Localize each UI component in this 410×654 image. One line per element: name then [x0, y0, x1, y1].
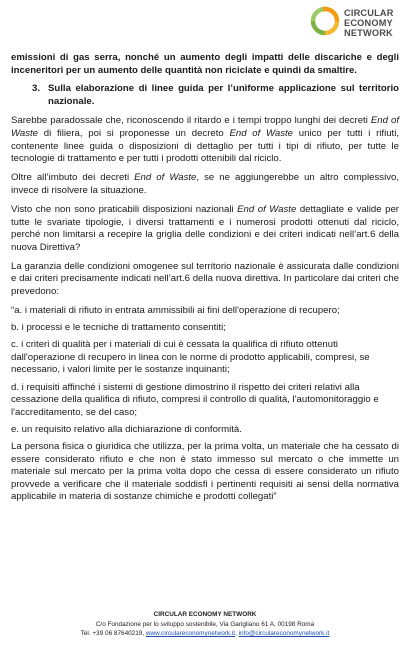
paragraph-1	[11, 115, 399, 165]
footer-separator: ,	[235, 630, 239, 638]
list-item: c. i criteri di qualità per i materiali di cui è cessata la qualifica di rifiuto ottenuti dall'operazione di recupero in linea con le norme di prodotto applicabili, compresi, se necessario, i valori limite per le sostanze inquinanti;	[11, 339, 370, 376]
criteria-list	[11, 305, 399, 436]
document-body	[11, 52, 399, 510]
logo-line-1: CIRCULAR	[344, 8, 394, 18]
email-link[interactable]: info@circulareconomynetwork.it	[238, 630, 330, 638]
footer	[0, 610, 410, 639]
logo-line-2: ECONOMY	[344, 18, 393, 28]
p2-emphasis-b: End of Waste	[134, 172, 197, 184]
list-item: “a. i materiali di rifiuto in entrata ammissibili ai fini dell'operazione di recupero;	[11, 305, 340, 317]
p2-text-a: Oltre all’imbuto dei decreti	[11, 172, 135, 184]
list-item: b. i processi e le tecniche di trattamento consentiti;	[11, 322, 226, 334]
logo	[310, 4, 402, 44]
paragraph-4: La garanzia delle condizioni omogenee sul territorio nazionale è assicurata dalle condizioni e dai criteri precisamente indicati nell’art.6 della nuova direttiva. In particolare dai criteri che prevedono:	[11, 260, 399, 297]
section-heading	[32, 83, 399, 108]
logo-text	[344, 8, 394, 38]
p3-text-a: Visto che non sono praticabili disposizioni nazionali	[11, 203, 238, 215]
heading-text: Sulla elaborazione di linee guida per l’uniforme applicazione sul territorio nazionale.	[48, 83, 399, 107]
website-link[interactable]: www.circulareconomynetwork.it	[145, 630, 236, 638]
p1-emphasis-b: End of Waste	[11, 115, 399, 139]
footer-contacts	[0, 629, 410, 639]
p1-text-a: Sarebbe paradossale che, riconoscendo il ritardo e i tempi troppo lunghi dei decreti	[11, 115, 371, 127]
heading-number: 3.	[32, 83, 41, 95]
p3-emphasis-b: End of Waste	[237, 203, 297, 215]
p1-emphasis-d: End of Waste	[229, 127, 294, 139]
paragraph-3	[11, 204, 399, 254]
intro-paragraph: emissioni di gas serra, nonché un aumento degli impatti delle discariche e degli inceneritori per un aumento delle quantità non riciclate e quindi da smaltire.	[11, 52, 399, 76]
p2-text-c: , se ne aggiungerebbe un altro complessivo, invece di risolvere la situazione.	[11, 172, 400, 196]
footer-address: C/o Fondazione per lo sviluppo sostenibile, Via Garigliano 61 A, 00198 Roma	[95, 620, 315, 628]
list-item: e. un requisito relativo alla dichiarazione di conformità.	[11, 423, 242, 435]
paragraph-5: La persona fisica o giuridica che utilizza, per la prima volta, un materiale che ha cessato di essere considerato rifiuto e che non è stato immesso sul mercato o che immette un materiale sul mercato per la prima volta dopo che cessa di essere considerato un rifiuto provvede a verificare che il materiale soddisfi i pertinenti requisiti ai sensi della normativa applicabile in materia di sostanze chimiche e prodotti collegati”	[11, 440, 399, 503]
list-item: d. i requisiti affinché i sistemi di gestione dimostrino il rispetto dei criteri relativi alla cessazione della qualifica di rifiuto, compresi il controllo di qualità, l'automonitoraggio e l'accreditamento, se del caso;	[11, 381, 379, 418]
logo-line-3: NETWORK	[344, 28, 393, 38]
p1-text-c: di filiera, poi si proponesse un decreto	[38, 127, 230, 139]
p3-text-c: dettagliate e valide per tutte le svariate tipologie, i diversi trattamenti e i numerosi prodotti ottenuti dal riciclo, perché non limitarsi a recepire la griglia delle condizioni e dei criteri indicati nell’art.6 della nuova Direttiva?	[11, 203, 399, 253]
footer-org-name: CIRCULAR ECONOMY NETWORK	[153, 611, 257, 618]
footer-tel: Tel. +39 06 87640219,	[80, 630, 146, 638]
circular-arrows-icon	[310, 6, 340, 36]
p1-text-e: unico per tutti i rifiuti, contenente linee guida o disposizioni di dettaglio per tutti i tipi di rifiuto, per tutte le tecnologie di trattamento e per tutti i prodotti ottenibili dal riciclo.	[11, 127, 400, 165]
paragraph-2	[11, 172, 399, 197]
